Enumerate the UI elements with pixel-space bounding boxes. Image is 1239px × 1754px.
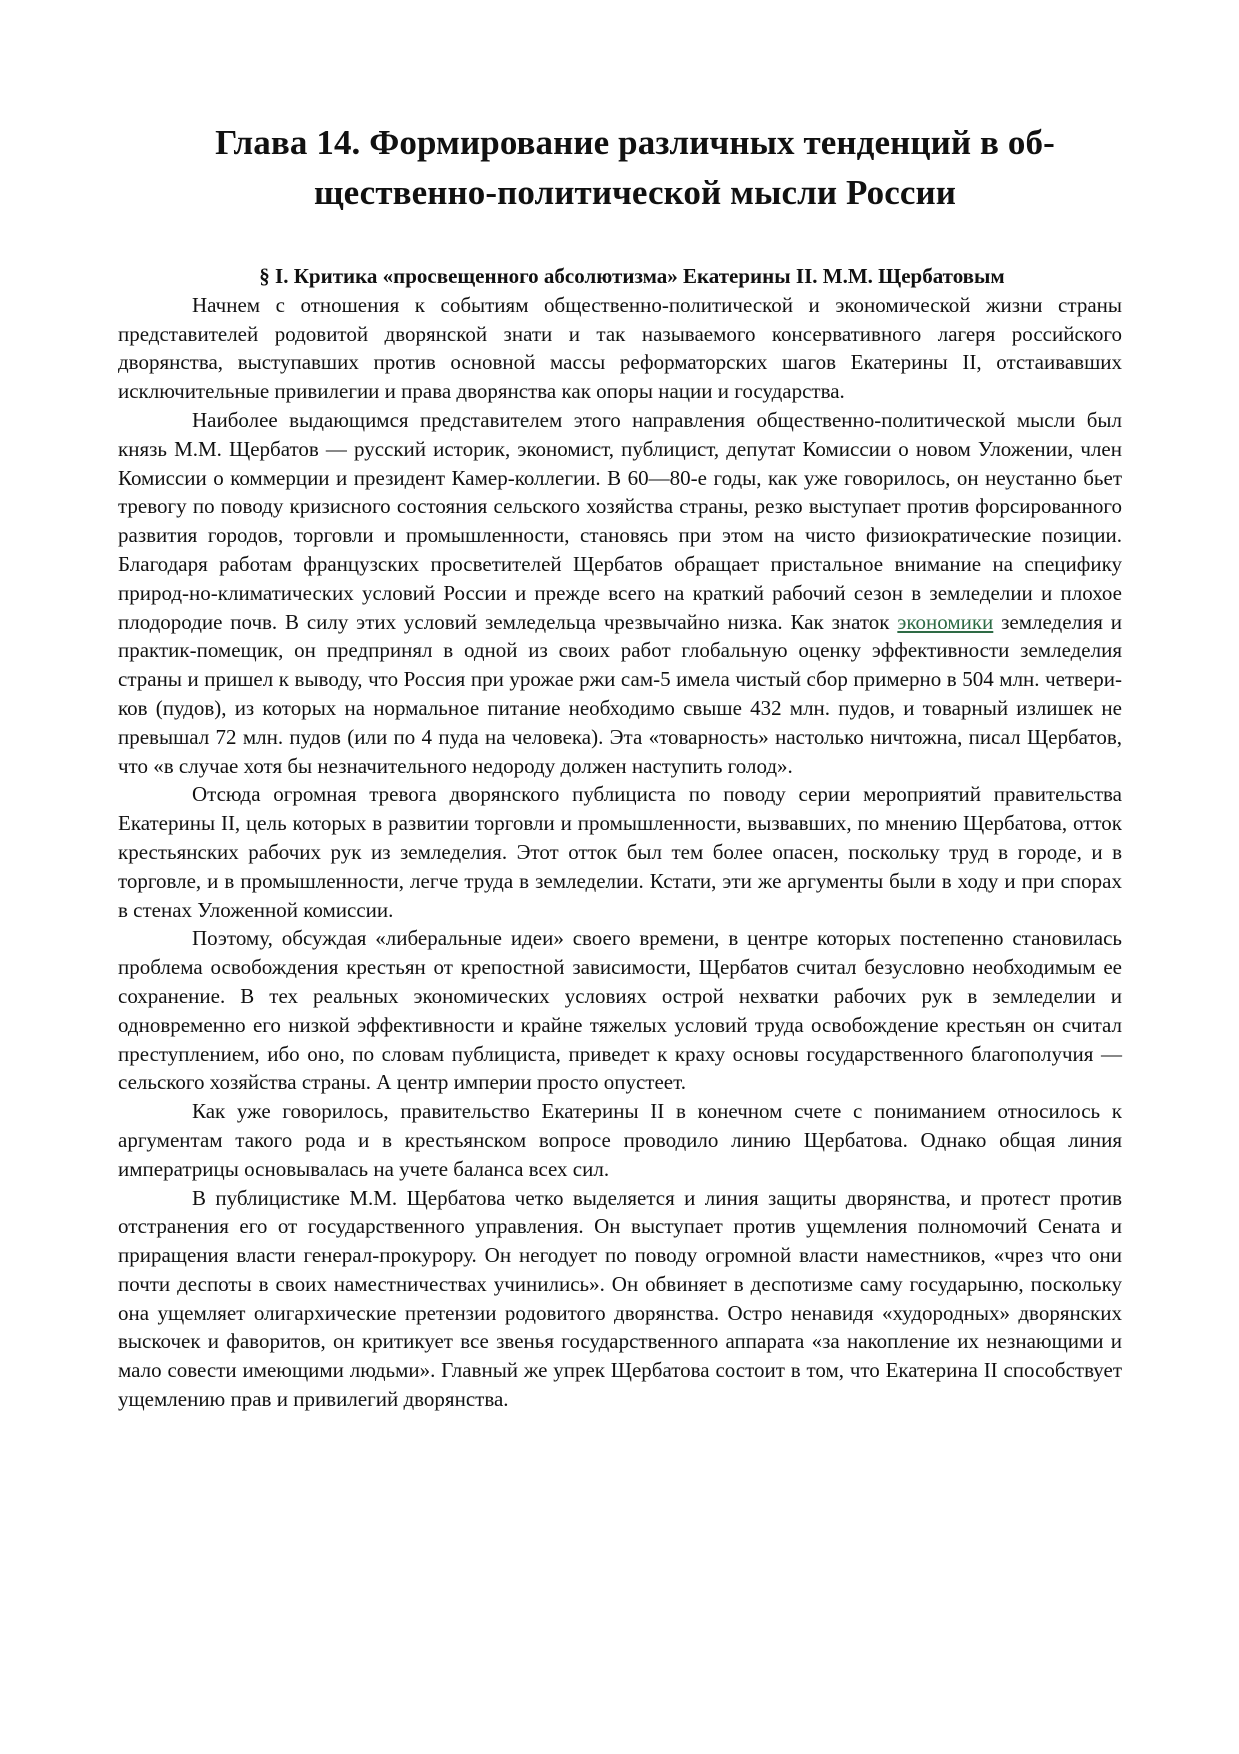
paragraph-2-text-after-link: земледелия и практик-помещик, он предпринял в одной из своих работ глобальную оценку эффективности земледелия страны и пришел к выводу, что Россия при урожае ржи сам-5 имела чистый сбор примерно в 504 млн. четвериков (пудов), из которых на нормальное питание необходимо свыше 432 млн. пудов, и товарный излишек не превышал 72 млн. пудов (или по 4 пуда на человека). Эта «товарность» настолько ничтожна, писал Щербатов, что «в случае хотя бы незначительного недороду должен наступить голод». (118, 609, 1122, 778)
chapter-title (140, 118, 1130, 218)
paragraph-2-text-before-link: Наиболее выдающимся представителем этого направления общественно-политической мысли был князь М.М. Щербатов — русский историк, экономист, публицист, депутат Комиссии о новом Уложении, член Комиссии о коммерции и президент Камер-коллегии. В 60—80-е годы, как уже говорилось, он неустанно бьет тревогу по поводу кризисного состояния сельского хозяйства страны, резко выступает против форсированного развития городов, торговли и промышленности, становясь при этом на чисто физиократические позиции. Благодаря работам французских просветителей Щербатов обращает пристальное внимание на специфику природ-но-климатических условий России и прежде всего на краткий рабочий сезон в земледелии и плохое плодородие почв. В силу этих условий земледельца чрезвычайно низка. Как знаток (118, 407, 1122, 634)
body-text (118, 262, 1122, 1414)
chapter-title-line-1: Глава 14. Формирование различных тенденций в об- (215, 123, 1055, 162)
paragraph-1: Начнем с отношения к событиям общественно-политической и экономической жизни страны представителей родовитой дворянской знати и так называемого консервативного лагеря российского дворянства, выступавших против основной массы реформаторских шагов Екатерины II, отстаивавших исключительные привилегии и права дворянства как опоры нации и государства. (118, 292, 1122, 404)
chapter-title-line-2: щественно-политической мысли России (313, 173, 957, 212)
paragraph-4: Поэтому, обсуждая «либеральные идеи» своего времени, в центре которых постепенно становилась проблема освобождения крестьян от крепостной зависимости, Щербатов считал безусловно необходимым ее сохранение. В тех реальных экономических условиях острой нехватки рабочих рук в земледелии и одновременно его низкой эффективности и крайне тяжелых условий труда освобождение крестьян он считал преступлением, ибо оно, по словам публициста, приведет к краху основы государственного благополучия — сельского хозяйства страны. А центр империи просто опустеет. (118, 926, 1122, 1095)
paragraph-5: Как уже говорилось, правительство Екатерины II в конечном счете с пониманием относилось к аргументам такого рода и в крестьянском вопросе проводило линию Щербатова. Однако общая линия императрицы основывалась на учете баланса всех сил. (118, 1099, 1122, 1181)
economics-link[interactable]: экономики (897, 609, 994, 634)
paragraph-2 (118, 406, 1122, 780)
paragraph-3: Отсюда огромная тревога дворянского публициста по поводу серии мероприятий правительства Екатерины II, цель которых в развитии торговли и промышленности, вызвавших, по мнению Щербатова, отток крестьянских рабочих рук из земледелия. Этот отток был тем более опасен, поскольку труд в городе, и в торговле, и в промышленности, легче труда в земледелии. Кстати, эти же аргументы были в ходу и при спорах в стенах Уложенной комиссии. (118, 782, 1122, 922)
section-heading: § I. Критика «просвещенного абсолютизма» Екатерины II. М.М. Щербатовым (259, 264, 1005, 288)
paragraph-6: В публицистике М.М. Щербатова четко выделяется и линия защиты дворянства, и протест против отстранения его от государственного управления. Он выступает против ущемления полномочий Сената и приращения власти генерал-прокурору. Он негодует по поводу огромной власти наместников, «чрез что они почти деспоты в своих наместничествах учинились». Он обвиняет в деспотизме саму государыню, поскольку она ущемляет олигархические претензии родовитого дворянства. Остро ненавидя «худородных» дворянских выскочек и фаворитов, он критикует все звенья государственного аппарата «за накопление их незнающими и мало совести имеющими людьми». Главный же упрек Щербатова состоит в том, что Екатерина II способствует ущемлению прав и привилегий дворянства. (118, 1185, 1122, 1412)
